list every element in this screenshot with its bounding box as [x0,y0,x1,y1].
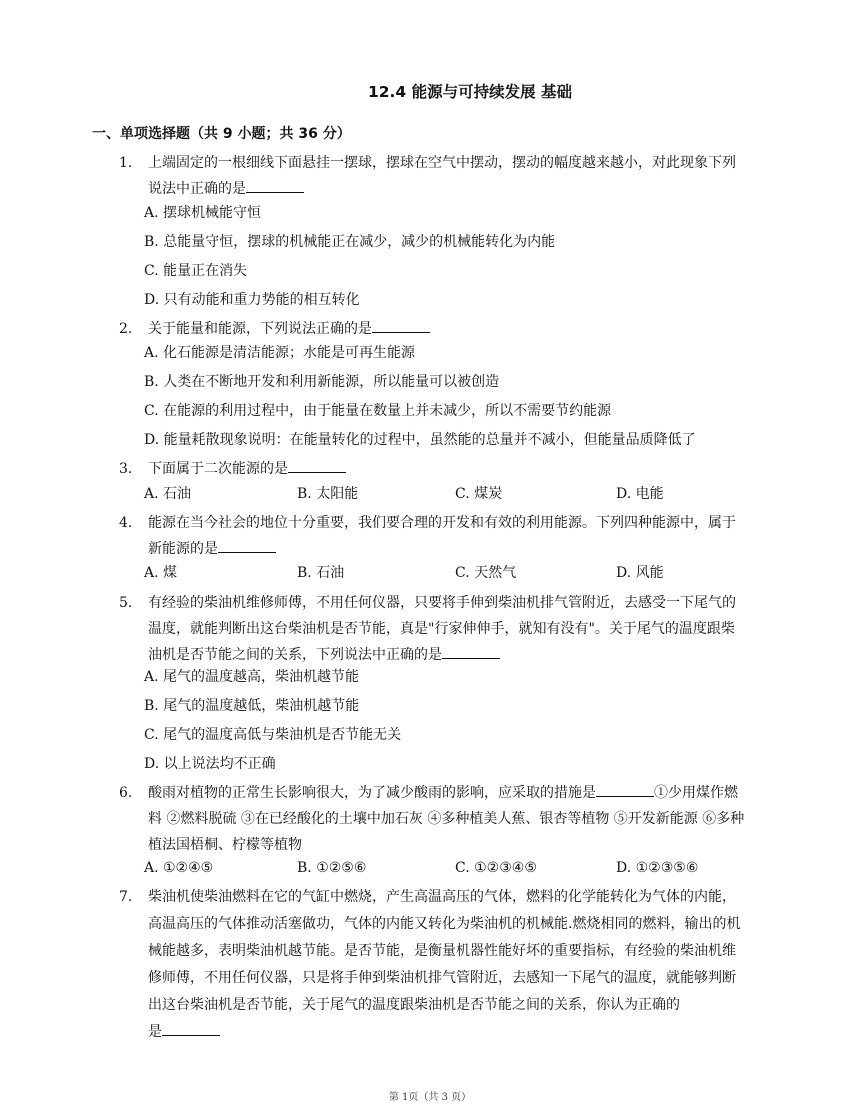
question-number: 6. [119,785,133,801]
question-text: 械能越多，表明柴油机越节能。是否节能，是衡量机器性能好坏的重要指标，有经验的柴油机维 [148,943,736,959]
answer-blank [442,644,500,659]
question-text: 修师傅，不用任何仪器，只是将手伸到柴油机排气管附近，去感知一下尾气的温度，就能够判断 [148,970,736,986]
question-2 [119,316,779,342]
question-text: 料 ②燃料脱硫 ③在已经酸化的土壤中加石灰 ④多种植美人蕉、银杏等植物 ⑤开发新能源 ⑥多种 [148,811,745,827]
option-a: A. 摆球机械能守恒 [144,205,262,221]
question-text: ①少用煤作燃 [654,785,738,801]
option-c: C. 天然气 [455,565,517,581]
question-4 [119,510,779,562]
question-7 [119,884,779,1046]
answer-blank [288,458,346,473]
option-a: A. 煤 [144,565,178,581]
question-1 [119,150,779,202]
question-number: 5. [119,595,133,611]
option-c: C. ①②③④⑤ [455,860,537,876]
option-d: D. 能量耗散现象说明：在能量转化的过程中，虽然能的总量并不减小，但能量品质降低了 [144,432,696,448]
answer-blank [372,318,430,333]
question-text: 能源在当今社会的地位十分重要，我们要合理的开发和有效的利用能源。下列四种能源中，属于 [148,515,736,531]
option-c: C. 能量正在消失 [144,263,248,279]
question-text: 说法中正确的是 [148,181,246,197]
option-b: B. 人类在不断地开发和利用新能源，所以能量可以被创造 [144,374,500,390]
question-text: 新能源的是 [148,541,218,557]
question-text: 下面属于二次能源的是 [148,461,288,477]
question-3 [119,456,779,482]
option-c: C. 在能源的利用过程中，由于能量在数量上并未减少，所以不需要节约能源 [144,403,612,419]
option-b: B. ①②⑤⑥ [297,860,367,876]
answer-blank [218,538,276,553]
option-b: B. 太阳能 [297,486,359,502]
option-a: A. 石油 [144,486,192,502]
question-text: 关于能量和能源，下列说法正确的是 [148,321,372,337]
option-c: C. 尾气的温度高低与柴油机是否节能无关 [144,727,402,743]
question-text: 上端固定的一根细线下面悬挂一摆球，摆球在空气中摆动，摆动的幅度越来越小，对此现象下列 [148,155,736,171]
question-number: 3. [119,461,133,477]
answer-blank [162,1021,220,1036]
question-number: 7. [119,889,133,905]
page-title: 12.4 能源与可持续发展 基础 [367,83,573,101]
answer-blank [596,782,654,797]
option-d: D. ①②③⑤⑥ [616,860,699,876]
option-d: D. 风能 [616,565,664,581]
question-text: 植法国梧桐、柠檬等植物 [148,837,302,853]
question-text: 油机是否节能之间的关系，下列说法中正确的是 [148,647,442,663]
question-text: 出这台柴油机是否节能，关于尾气的温度跟柴油机是否节能之间的关系，你认为正确的 [148,997,680,1013]
option-a: A. ①②④⑤ [144,860,214,876]
question-number: 4. [119,515,133,531]
answer-blank [246,178,304,193]
question-number: 1. [119,155,133,171]
question-text: 酸雨对植物的正常生长影响很大，为了减少酸雨的影响，应采取的措施是 [148,785,596,801]
option-a: A. 尾气的温度越高，柴油机越节能 [144,669,360,685]
question-6 [119,780,779,858]
option-d: D. 电能 [616,486,664,502]
question-text: 有经验的柴油机维修师傅，不用任何仪器，只要将手伸到柴油机排气管附近，去感受一下尾气的 [148,595,736,611]
question-text: 柴油机使柴油燃料在它的气缸中燃烧，产生高温高压的气体，燃料的化学能转化为气体的内能， [148,889,736,905]
option-b: B. 石油 [297,565,345,581]
option-c: C. 煤炭 [455,486,503,502]
question-text: 温度，就能判断出这台柴油机是否节能，真是"行家伸伸手，就知有没有"。关于尾气的温度跟柴 [148,621,735,637]
option-b: B. 总能量守恒，摆球的机械能正在减少，减少的机械能转化为内能 [144,234,556,250]
question-text: 是 [148,1024,162,1040]
option-d: D. 以上说法均不正确 [144,756,276,772]
page-footer: 第 1页（共 3 页） [388,1092,472,1103]
option-d: D. 只有动能和重力势能的相互转化 [144,292,360,308]
question-5 [119,590,779,668]
option-b: B. 尾气的温度越低，柴油机越节能 [144,698,360,714]
question-text: 高温高压的气体推动活塞做功，气体的内能又转化为柴油机的机械能.燃烧相同的燃料，输出的机 [148,916,741,932]
question-number: 2. [119,321,133,337]
option-a: A. 化石能源是清洁能源；水能是可再生能源 [144,345,416,361]
section-heading: 一、单项选择题（共 9 小题；共 36 分） [92,126,351,142]
